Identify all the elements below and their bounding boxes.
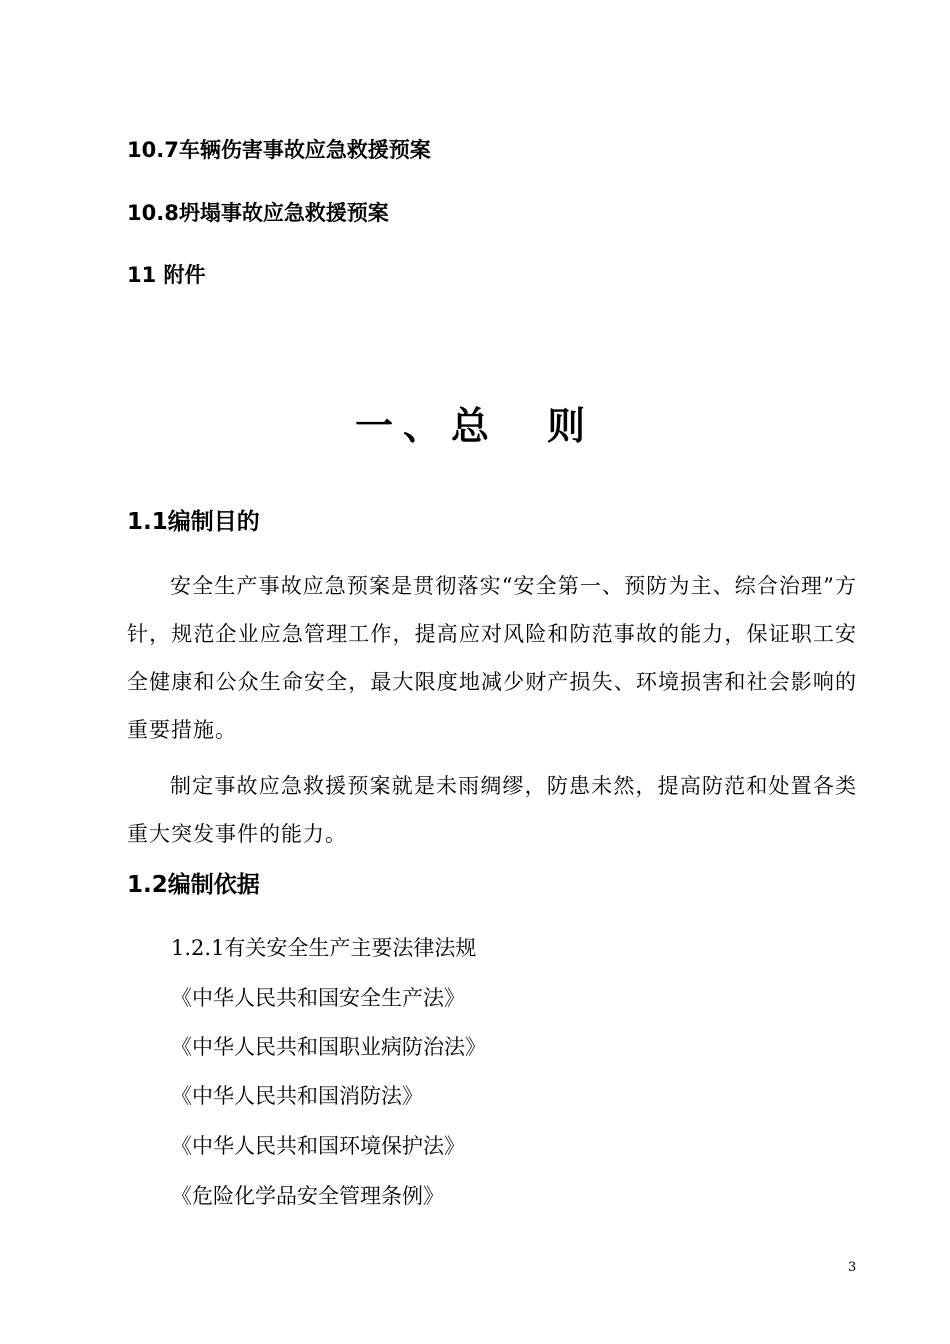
law-item: 《中华人民共和国安全生产法》 [171,986,465,1010]
section-heading-1-1: 1.1编制目的 [127,509,260,535]
law-item: 《中华人民共和国环境保护法》 [171,1134,465,1158]
law-item: 《中华人民共和国职业病防治法》 [171,1035,486,1059]
page-number: 3 [848,1260,857,1275]
chapter-title: 一、总 则 [354,404,595,448]
toc-item-11: 11 附件 [127,263,206,287]
law-item: 《中华人民共和国消防法》 [171,1084,423,1108]
toc-item-10-8: 10.8坍塌事故应急救援预案 [127,201,389,225]
paragraph-preparedness: 制定事故应急救援预案就是未雨绸缪，防患未然，提高防范和处置各类重大突发事件的能力。 [127,774,857,846]
section-heading-1-2: 1.2编制依据 [127,872,260,898]
toc-item-10-7: 10.7车辆伤害事故应急救援预案 [127,138,431,162]
sub-heading-1-2-1: 1.2.1有关安全生产主要法律法规 [171,936,477,960]
paragraph-purpose: 安全生产事故应急预案是贯彻落实“安全第一、预防为主、综合治理”方针，规范企业应急管理工作，提高应对风险和防范事故的能力，保证职工安全健康和公众生命安全，最大限度地减少财产损失、环境损害和社会影响的重要措施。 [127,574,857,742]
law-item: 《危险化学品安全管理条例》 [171,1184,444,1208]
